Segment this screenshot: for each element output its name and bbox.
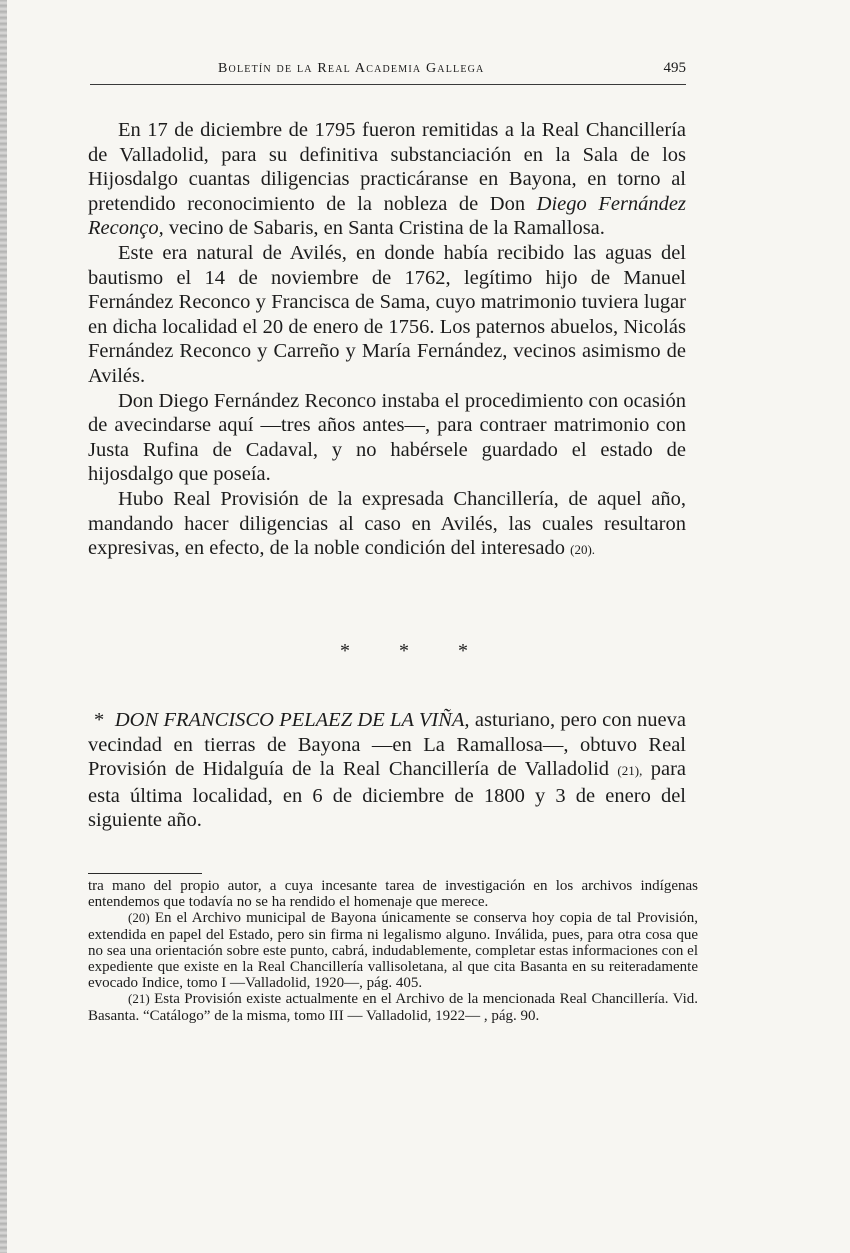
footnote-21 <box>88 991 698 1023</box>
page-number: 495 <box>663 60 686 76</box>
footnote-21-number: (21) <box>128 991 150 1007</box>
page-spine-edge <box>0 0 7 1253</box>
paragraph-1-text-end: vecino de Sabaris, en Santa Cristina de la Ramallosa. <box>163 217 605 240</box>
main-text <box>88 118 686 563</box>
section-separator: * * * <box>340 640 490 662</box>
paragraph-2: Este era natural de Avilés, en donde había recibido las aguas del bautismo el 14 de noviembre de 1762, legítimo hijo de Manuel Fernández Reconco y Francisca de Sama, cuyo matrimonio tuviera lugar en dicha localidad el 20 de enero de 1756. Los paternos abuelos, Nicolás Fernández Reconco y Carreño y María Fernández, vecinos asimismo de Avilés. <box>88 241 686 387</box>
entry-person-name: DON FRANCISCO PELAEZ DE LA VIÑA, <box>114 709 470 731</box>
paragraph-1-text: En 17 de diciembre de 1795 fueron remitidas a la Real Chancillería de Valladolid, para su definitiva substanciación en la Sala de los Hijosdalgo cuantas diligencias practicáranse en Bayona, en torno al pretendido reconocimiento de la nobleza de Don <box>88 119 686 215</box>
footnote-20-text: En el Archivo municipal de Bayona únicamente se conserva hoy copia de tal Provisión, extendida en papel del Estado, pero sin firma ni legalismo alguno. Inválida, pues, para otra cosa que no sea una orientación sobre este punto, cabrá, indudablemente, completar estas informaciones con el expediente que existe en la Real Chancillería vallisoletana, al que cita Basanta en su reiteradamente evocado Indice, tomo I —Valladolid, 1920—, pág. 405. <box>88 910 698 992</box>
journal-title: Boletín de la Real Academia Gallega <box>218 61 485 76</box>
footnote-continuation: tra mano del propio autor, a cuya incesante tarea de investigación en los archivos indígenas entendemos que todavía no se ha rendido el homenaje que merece. <box>88 878 698 911</box>
person-name-italic: Diego Fernández Reconço, <box>88 192 686 240</box>
paragraph-4 <box>88 487 686 563</box>
footnote-20-number: (20) <box>128 910 150 926</box>
entry-text-end: para esta última localidad, en 6 de diciembre de 1800 y 3 de enero del siguiente año. <box>88 758 686 832</box>
footnote-rule <box>88 873 202 874</box>
entry-paragraph <box>88 708 686 833</box>
entry-text: asturiano, pero con nueva vecindad en tierras de Bayona —en La Ramallosa—, obtuvo Real Provisión de Hidalguía de la Real Chancillería de Valladolid <box>88 709 687 781</box>
footnote-ref-21: (21), <box>617 763 643 779</box>
running-header <box>90 58 686 85</box>
entry-star: * <box>94 709 105 731</box>
footnote-20 <box>88 910 698 991</box>
footnote-21-text: Esta Provisión existe actualmente en el Archivo de la mencionada Real Chancillería. Vid. Basanta. “Catálogo” de la misma, tomo III — Valladolid, 1922— , pág. 90. <box>88 991 698 1024</box>
paragraph-3: Don Diego Fernández Reconco instaba el procedimiento con ocasión de avecindarse aquí —tres años antes—, para contraer matrimonio con Justa Rufina de Cadaval, y no habérsele guardado el estado de hijosdalgo que poseía. <box>88 389 686 486</box>
paragraph-4-text: Hubo Real Provisión de la expresada Chancillería, de aquel año, mandando hacer diligencias al caso en Avilés, las cuales resultaron expresivas, en efecto, de la noble condición del interesado <box>88 487 686 560</box>
paragraph-1 <box>88 118 686 241</box>
footnote-ref-20: (20). <box>570 542 596 558</box>
footnotes <box>88 878 698 1024</box>
entry-section <box>88 708 686 833</box>
